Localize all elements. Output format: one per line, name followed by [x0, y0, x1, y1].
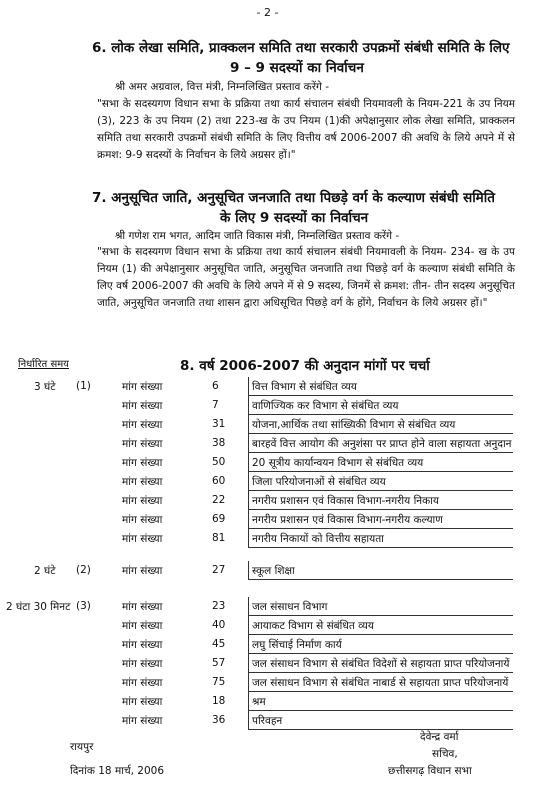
section7-paragraph: "सभा के सदस्यगण विधान सभा के प्रक्रिया तथा कार्य संचालन संबंधी नियमावली के नियम- 234- ख के उप नियम (1) की अपेक्षानुसार अनुसूचित जाति, अनुसूचित जनजाति तथा पिछड़े वर्ग के कल्याण संबंधी समिति के लिए वर्ष 2006-2007 की अवधि के लिये अपने में से 9 सदस्य, जिनमें से क्रमश: तीन- तीन सदस्य अनुसूचित जाति, अनुसूचित जनजाति तथा शासन द्वारा अधिसूचित पिछड़े वर्ग के होंगे, निर्वाचन के लिये अग्रसर हों।" — [97, 246, 515, 309]
demand-description: 20 सूत्रीय कार्यान्वयन विभाग से संबंधित व्यय — [252, 457, 424, 469]
row-divider — [248, 490, 513, 491]
group-number: (2) — [76, 564, 91, 576]
footer-place: रायपुर — [70, 741, 94, 753]
page-number: - 2 - — [256, 6, 279, 19]
demand-description: वित्त विभाग से संबंधित व्यय — [252, 381, 357, 393]
section6-paragraph: "सभा के सदस्यगण विधान सभा के प्रक्रिया तथा कार्य संचालन संबंधी नियमावली के नियम-221 के उप नियम (3), 223 के उप नियम (2) तथा 223-ख के उप नियम (1)की अपेक्षानुसार लोक लेखा समिति, प्राक्कलन समिति तथा सरकारी उपक्रमों संबंधी समिति के लिए वित्तीय वर्ष 2006-2007 की अवधि के लिये अपने में से क्रमश: 9-9 सदस्यों के निर्वाचन के लिये अग्रसर हों।" — [97, 98, 515, 161]
demand-label: मांग संख्या — [122, 696, 163, 708]
group-time: 2 घंटा 30 मिनट — [6, 601, 71, 613]
demand-label: मांग संख्या — [122, 381, 163, 393]
demand-label: मांग संख्या — [122, 677, 163, 689]
demand-number: 38 — [212, 437, 226, 449]
demand-label: मांग संख्या — [122, 565, 163, 577]
row-divider — [248, 691, 513, 692]
column-divider — [248, 561, 249, 580]
column-divider — [248, 597, 249, 730]
row-divider — [248, 547, 513, 548]
section6-mover: श्री अमर अग्रवाल, वित्त मंत्री, निम्नलिखित प्रस्ताव करेंगे - — [115, 81, 330, 93]
demand-number: 27 — [212, 564, 226, 576]
signatory-title: सचिव, — [432, 748, 458, 760]
demand-description: योजना,आर्थिक तथा सांख्यिकी विभाग से संबंधित व्यय — [252, 419, 456, 431]
section7-title-line1: 7. अनुसूचित जाति, अनुसूचित जनजाति तथा पिछड़े वर्ग के कल्याण संबंधी समिति — [92, 190, 495, 206]
demand-label: मांग संख्या — [122, 658, 163, 670]
row-divider — [248, 452, 513, 453]
demand-label: मांग संख्या — [122, 514, 163, 526]
row-divider — [248, 653, 513, 654]
demand-description: नगरीय निकायों को वित्तीय सहायता — [252, 533, 384, 545]
demand-number: 57 — [212, 657, 226, 669]
demand-description: वाणिज्यिक कर विभाग से संबंधित व्यय — [252, 400, 399, 412]
group-time: 2 घंटे — [34, 565, 56, 577]
signatory-organization: छत्तीसगढ़ विधान सभा — [388, 765, 472, 777]
demand-number: 75 — [212, 676, 226, 688]
demand-number: 60 — [212, 475, 226, 487]
row-divider — [248, 433, 513, 434]
demand-number: 81 — [212, 532, 226, 544]
section6-title-line2: 9 – 9 सदस्यों का निर्वाचन — [230, 60, 364, 76]
demand-description: जल संसाधन विभाग से संबंधित नाबार्ड से सहायता प्राप्त परियोजनायें — [252, 677, 509, 689]
demand-description: लघु सिंचाई निर्माण कार्य — [252, 639, 342, 651]
demand-number: 7 — [212, 399, 219, 411]
demand-description: श्रम — [252, 696, 266, 708]
demand-number: 50 — [212, 456, 226, 468]
demand-description: परिवहन — [252, 715, 283, 727]
demand-label: मांग संख्या — [122, 419, 163, 431]
row-divider — [248, 729, 513, 730]
demand-number: 40 — [212, 619, 226, 631]
demand-number: 45 — [212, 638, 226, 650]
row-divider — [248, 672, 513, 673]
section7-title-line2: के लिए 9 सदस्यों का निर्वाचन — [220, 210, 369, 226]
demand-label: मांग संख्या — [122, 476, 163, 488]
demand-label: मांग संख्या — [122, 495, 163, 507]
demand-description: नगरीय प्रशासन एवं विकास विभाग-नगरीय कल्याण — [252, 514, 443, 526]
section7-mover: श्री गणेश राम भगत, आदिम जाति विकास मंत्री, निम्नलिखित प्रस्ताव करेंगे - — [115, 230, 400, 242]
demand-description: आयाकट विभाग से संबंधित व्यय — [252, 620, 374, 632]
demand-number: 22 — [212, 494, 226, 506]
demand-label: मांग संख्या — [122, 457, 163, 469]
demand-number: 18 — [212, 695, 226, 707]
section8-title: 8. वर्ष 2006-2007 की अनुदान मांगों पर चर्चा — [180, 358, 430, 374]
demand-description: स्कूल शिक्षा — [252, 565, 295, 577]
demand-description: जल संसाधन विभाग — [252, 601, 328, 613]
row-divider — [248, 414, 513, 415]
demand-description: बारहवें वित्त आयोग की अनुशंसा पर प्राप्त होने वाला सहायता अनुदान — [252, 438, 512, 450]
group-time: 3 घंटे — [34, 381, 56, 393]
row-divider — [248, 528, 513, 529]
row-divider — [248, 634, 513, 635]
demand-label: मांग संख्या — [122, 438, 163, 450]
allotted-time-label: निर्धारित समय — [18, 359, 69, 370]
demand-description: जिला परियोजनाओं से संबंधित व्यय — [252, 476, 386, 488]
demand-number: 31 — [212, 418, 226, 430]
demand-number: 6 — [212, 380, 219, 392]
row-divider — [248, 471, 513, 472]
row-divider — [248, 395, 513, 396]
row-divider — [248, 509, 513, 510]
demand-label: मांग संख्या — [122, 620, 163, 632]
signatory-name: देवेन्द्र वर्मा — [420, 731, 459, 743]
demand-label: मांग संख्या — [122, 715, 163, 727]
demand-label: मांग संख्या — [122, 639, 163, 651]
row-divider — [248, 615, 513, 616]
demand-description: नगरीय प्रशासन एवं विकास विभाग-नगरीय निकाय — [252, 495, 439, 507]
row-divider — [248, 710, 513, 711]
section6-title-line1: 6. लोक लेखा समिति, प्राक्कलन समिति तथा सरकारी उपक्रमों संबंधी समिति के लिए — [92, 40, 510, 56]
demand-description: जल संसाधन विभाग से संबंधित विदेशों से सहायता प्राप्त परियोजनायें — [252, 658, 510, 670]
footer-date: दिनांक 18 मार्च, 2006 — [70, 765, 165, 777]
demand-label: मांग संख्या — [122, 601, 163, 613]
demand-number: 36 — [212, 714, 226, 726]
demand-number: 23 — [212, 600, 226, 612]
demand-label: मांग संख्या — [122, 400, 163, 412]
group-number: (1) — [76, 380, 91, 392]
column-divider — [248, 377, 249, 548]
demand-number: 69 — [212, 513, 226, 525]
group-number: (3) — [76, 600, 91, 612]
demand-label: मांग संख्या — [122, 533, 163, 545]
row-divider — [248, 579, 513, 580]
